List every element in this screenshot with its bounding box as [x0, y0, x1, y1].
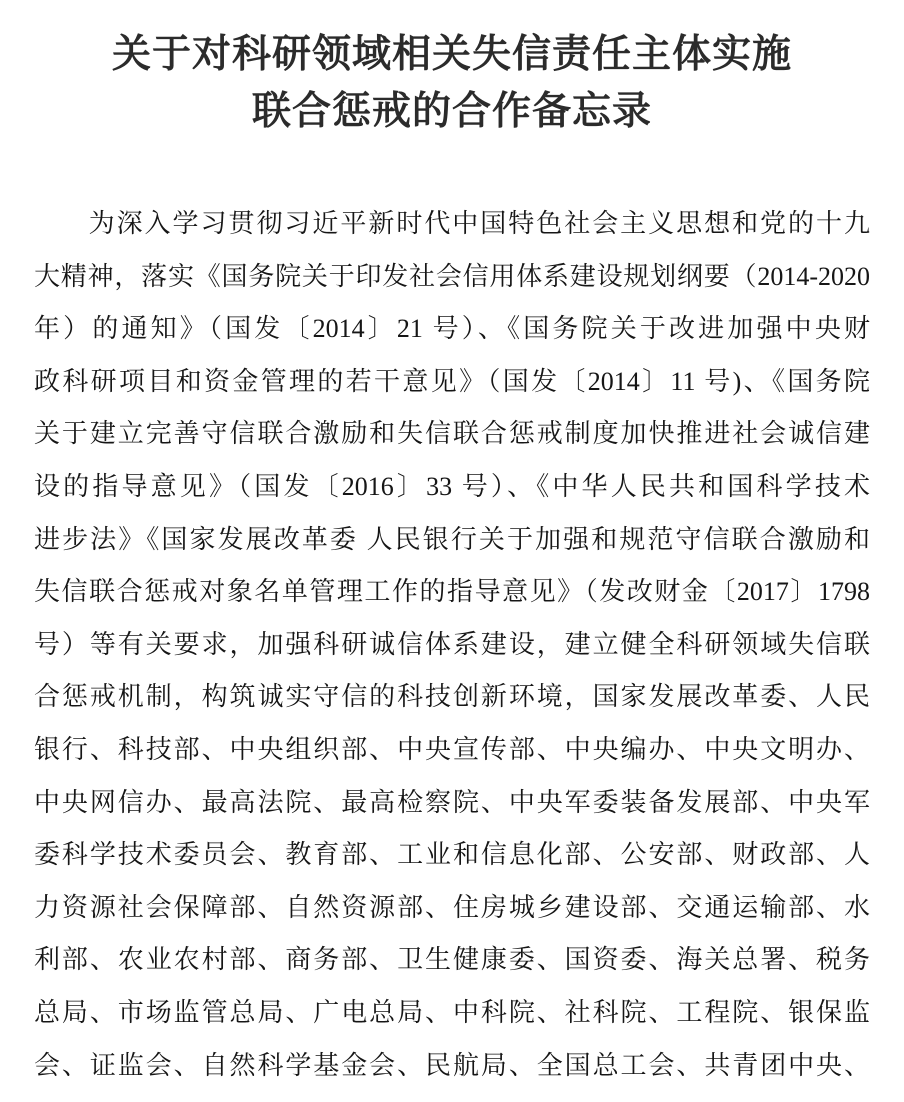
body-line: 为深入学习贯彻习近平新时代中国特色社会主义思想和党的十九 [88, 209, 870, 238]
body-line: 政科研项目和资金管理的若干意见》（国发〔2014〕11 号)、《国务院 [34, 366, 870, 396]
body-line: 会、证监会、自然科学基金会、民航局、全国总工会、共青团中央、 [34, 1050, 870, 1080]
body-line: 委科学技术委员会、教育部、工业和信息化部、公安部、财政部、人 [34, 840, 870, 870]
body-line: 中央网信办、最高法院、最高检察院、中央军委装备发展部、中央军 [34, 787, 870, 817]
body-line: 合惩戒机制，构筑诚实守信的科技创新环境，国家发展改革委、人民 [34, 682, 870, 712]
body-line: 号）等有关要求，加强科研诚信体系建设，建立健全科研领域失信联 [34, 629, 870, 659]
body-line: 年）的通知》（国发〔2014〕21 号）、《国务院关于改进加强中央财 [34, 314, 870, 344]
body-line: 银行、科技部、中央组织部、中央宣传部、中央编办、中央文明办、 [34, 734, 870, 764]
body-line: 失信联合惩戒对象名单管理工作的指导意见》（发改财金〔2017〕1798 [34, 577, 870, 607]
document-title-line-1: 关于对科研领域相关失信责任主体实施 [111, 33, 792, 76]
document-title-line-2: 联合惩戒的合作备忘录 [251, 90, 652, 133]
body-line: 大精神，落实《国务院关于印发社会信用体系建设规划纲要（2014-2020 [34, 261, 870, 291]
body-line: 利部、农业农村部、商务部、卫生健康委、国资委、海关总署、税务 [34, 945, 870, 975]
body-line: 总局、市场监管总局、广电总局、中科院、社科院、工程院、银保监 [34, 997, 870, 1027]
body-line: 设的指导意见》（国发〔2016〕33 号）、《中华人民共和国科学技术 [34, 471, 870, 501]
body-line: 进步法》《国家发展改革委 人民银行关于加强和规范守信联合激励和 [34, 524, 870, 554]
document-title [34, 22, 870, 140]
body-line: 力资源社会保障部、自然资源部、住房城乡建设部、交通运输部、水 [34, 892, 870, 922]
body-line: 关于建立完善守信联合激励和失信联合惩戒制度加快推进社会诚信建 [34, 419, 870, 449]
document-body [34, 198, 870, 1092]
